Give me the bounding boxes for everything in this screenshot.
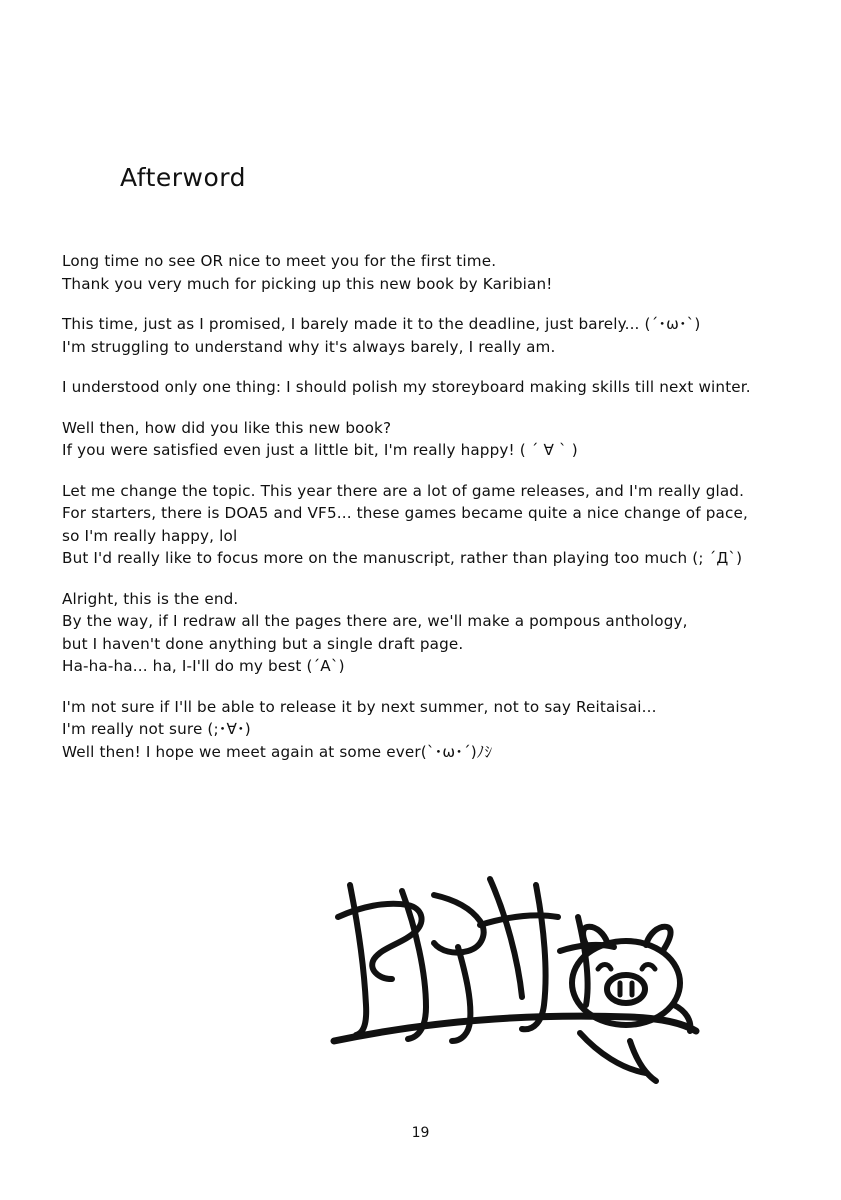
text-line: I'm really not sure (;･∀･) (62, 720, 251, 738)
text-line: Alright, this is the end. (62, 589, 239, 608)
text-line: If you were satisfied even just a little bit, I'm really happy! ( ´ ∀ ` ) (62, 441, 578, 459)
text-line: Thank you very much for picking up this new book by Karibian! (62, 274, 553, 293)
signature (330, 855, 710, 1095)
paragraph (62, 696, 802, 764)
paragraph (62, 376, 802, 399)
text-line: Well then, how did you like this new book? (62, 418, 392, 437)
text-line: I'm struggling to understand why it's always barely, I really am. (62, 337, 556, 356)
text-line: so I'm really happy, lol (62, 526, 238, 545)
text-line: I'm not sure if I'll be able to release it by next summer, not to say Reitaisai... (62, 697, 657, 716)
paragraph (62, 480, 802, 570)
text-line: Ha-ha-ha... ha, I-I'll do my best (´A`) (62, 657, 345, 675)
page-title: Afterword (120, 163, 246, 192)
paragraph (62, 313, 802, 358)
text-line: But I'd really like to focus more on the manuscript, rather than playing too much (; ´Д`) (62, 549, 743, 567)
afterword-body (62, 250, 802, 763)
paragraph (62, 417, 802, 462)
text-line: For starters, there is DOA5 and VF5... these games became quite a nice change of pace, (62, 504, 748, 522)
text-line: Well then! I hope we meet again at some ever(`･ω･´)ﾉｼ (62, 742, 493, 761)
text-line: Let me change the topic. This year there are a lot of game releases, and I'm really glad. (62, 481, 745, 500)
page-number: 19 (411, 1125, 430, 1141)
text-line: This time, just as I promised, I barely made it to the deadline, just barely... (´･ω･`) (62, 315, 701, 333)
text-line: but I haven't done anything but a single draft page. (62, 634, 464, 653)
paragraph (62, 250, 802, 295)
text-line: By the way, if I redraw all the pages there are, we'll make a pompous anthology, (62, 612, 688, 630)
paragraph (62, 588, 802, 678)
text-line: Long time no see OR nice to meet you for the first time. (62, 252, 497, 270)
text-line: I understood only one thing: I should polish my storeyboard making skills till next winter. (62, 378, 751, 396)
